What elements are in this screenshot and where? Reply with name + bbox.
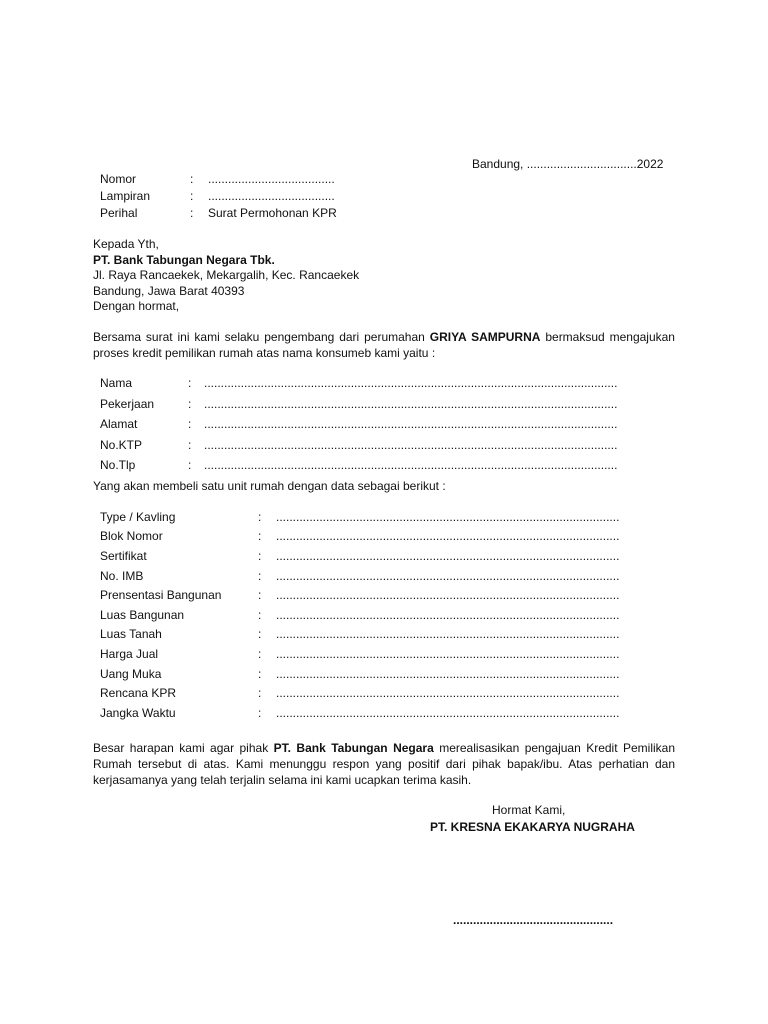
- meta-colon: :: [190, 206, 194, 220]
- intro-paragraph: [93, 329, 675, 361]
- field-colon: :: [188, 397, 192, 411]
- unit-intro: Yang akan membeli satu unit rumah dengan data sebagai berikut :: [93, 479, 446, 493]
- field-colon: :: [188, 417, 192, 431]
- closing-text-2: merealisasikan pengajuan Kredit Pemilikan Rumah tersebut di atas. Kami menunggu respon yang positif dari pihak bapak/ibu. Atas perhatian dan kerjasamanya yang telah terjalin selama ini kami ucapkan terima kasih.: [93, 741, 676, 787]
- field-label: No.Tlp: [100, 458, 136, 472]
- field-colon: :: [258, 549, 262, 563]
- field-dots: .......................................................................................................: [276, 510, 620, 524]
- field-colon: :: [258, 667, 262, 681]
- meta-value: ......................................: [208, 172, 335, 186]
- signature-line: ................................................: [453, 913, 614, 927]
- closing-paragraph: [93, 740, 675, 788]
- field-label: Rencana KPR: [100, 686, 177, 700]
- field-colon: :: [258, 529, 262, 543]
- field-dots: .......................................................................................................: [276, 706, 620, 720]
- field-label: Pekerjaan: [100, 397, 155, 411]
- recipient-greeting: Kepada Yth,: [93, 237, 159, 251]
- signature-company: PT. KRESNA EKAKARYA NUGRAHA: [430, 820, 635, 834]
- meta-value: ......................................: [208, 189, 335, 203]
- meta-label: Nomor: [100, 172, 137, 186]
- field-label: No. IMB: [100, 569, 144, 583]
- field-colon: :: [258, 647, 262, 661]
- field-label: Harga Jual: [100, 647, 159, 661]
- meta-label: Perihal: [100, 206, 138, 220]
- meta-label: Lampiran: [100, 189, 151, 203]
- recipient-company: PT. Bank Tabungan Negara Tbk.: [93, 253, 275, 267]
- field-label: No.KTP: [100, 438, 143, 452]
- intro-text-2: bermaksud mengajukan proses kredit pemilikan rumah atas nama konsumeb kami yaitu :: [93, 330, 675, 360]
- field-dots: .......................................................................................................: [276, 686, 620, 700]
- field-label: Alamat: [100, 417, 138, 431]
- field-dots: .......................................................................................................: [276, 529, 620, 543]
- field-label: Luas Tanah: [100, 627, 162, 641]
- project-name: GRIYA SAMPURNA: [429, 330, 541, 344]
- field-colon: :: [258, 588, 262, 602]
- field-colon: :: [258, 706, 262, 720]
- field-label: Blok Nomor: [100, 529, 163, 543]
- signature-greeting: Hormat Kami,: [492, 803, 566, 817]
- field-dots: .......................................................................................................: [276, 647, 620, 661]
- field-colon: :: [188, 376, 192, 390]
- field-dots: .......................................................................................................: [276, 667, 620, 681]
- field-colon: :: [258, 627, 262, 641]
- field-colon: :: [188, 458, 192, 472]
- recipient-address-2: Bandung, Jawa Barat 40393: [93, 284, 245, 298]
- field-dots: .......................................................................................................: [276, 627, 620, 641]
- field-colon: :: [258, 686, 262, 700]
- field-dots: ............................................................................................................................: [204, 458, 618, 472]
- bank-name: PT. Bank Tabungan Negara: [273, 741, 434, 755]
- field-dots: .......................................................................................................: [276, 588, 620, 602]
- field-label: Jangka Waktu: [100, 706, 176, 720]
- field-label: Sertifikat: [100, 549, 147, 563]
- field-dots: .......................................................................................................: [276, 549, 620, 563]
- intro-text-1: Bersama surat ini kami selaku pengembang dari perumahan: [93, 330, 430, 344]
- field-dots: ............................................................................................................................: [204, 417, 618, 431]
- field-label: Prensentasi Bangunan: [100, 588, 222, 602]
- salutation: Dengan hormat,: [93, 299, 180, 313]
- field-dots: ............................................................................................................................: [204, 438, 618, 452]
- meta-colon: :: [190, 189, 194, 203]
- field-dots: ............................................................................................................................: [204, 376, 618, 390]
- field-colon: :: [258, 510, 262, 524]
- meta-colon: :: [190, 172, 194, 186]
- recipient-address-1: Jl. Raya Rancaekek, Mekargalih, Kec. Rancaekek: [93, 268, 360, 282]
- field-label: Type / Kavling: [100, 510, 176, 524]
- field-colon: :: [188, 438, 192, 452]
- date-line: Bandung, .................................2022: [472, 157, 664, 171]
- field-colon: :: [258, 608, 262, 622]
- field-dots: .......................................................................................................: [276, 569, 620, 583]
- field-label: Luas Bangunan: [100, 608, 185, 622]
- field-dots: .......................................................................................................: [276, 608, 620, 622]
- field-label: Uang Muka: [100, 667, 162, 681]
- field-colon: :: [258, 569, 262, 583]
- field-label: Nama: [100, 376, 133, 390]
- meta-value: Surat Permohonan KPR: [208, 206, 337, 220]
- field-dots: ............................................................................................................................: [204, 397, 618, 411]
- closing-text-1: Besar harapan kami agar pihak: [93, 741, 274, 755]
